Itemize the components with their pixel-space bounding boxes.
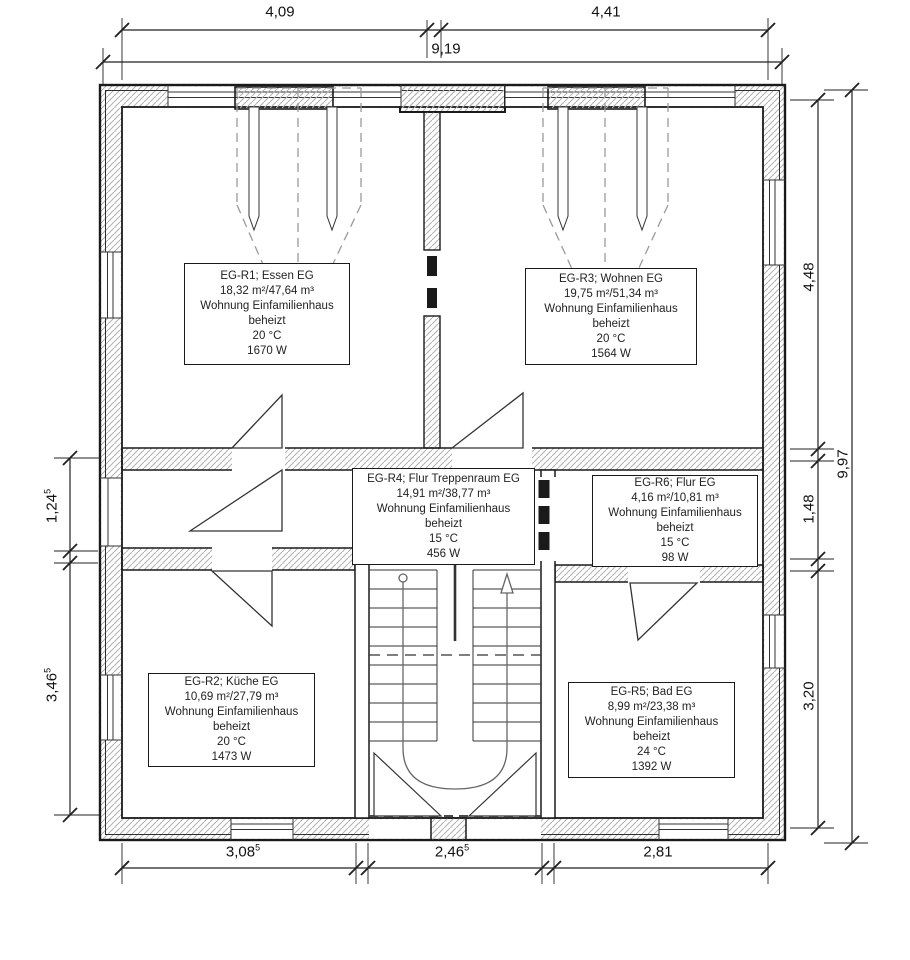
room-temperature: 15 °C (660, 537, 690, 549)
room-temperature: 24 °C (637, 746, 666, 758)
room-temperature: 15 °C (429, 532, 458, 545)
stair-bottom-left-triangle (374, 753, 441, 816)
room-area-volume: 4,16 m²/10,81 m³ (631, 492, 719, 504)
dim-left-upper: 1,24$^5$ (42, 488, 61, 524)
room-heat-load: 1564 W (591, 347, 631, 360)
dim-top-right: 4,41 (591, 3, 621, 21)
staircase (369, 557, 541, 816)
room-area-volume: 14,91 m²/38,77 m³ (396, 487, 491, 500)
room-temperature: 20 °C (252, 330, 282, 342)
room-name: EG-R1; Essen EG (220, 270, 314, 282)
room-area-volume: 18,32 m²/47,64 m³ (220, 285, 314, 297)
room-name: EG-R5; Bad EG (610, 686, 693, 698)
room-area-volume: 8,99 m²/23,38 m³ (607, 701, 696, 713)
room-label-essen (184, 263, 350, 365)
room-heat-load: 1670 W (247, 345, 287, 357)
dim-top-total: 9,19 (431, 40, 461, 58)
stair-bottom-right-triangle (469, 753, 536, 816)
dim-right-total: 9,97 (834, 449, 852, 479)
room-building: Wohnung Einfamilienhaus (164, 706, 299, 718)
room-building: Wohnung Einfamilienhaus (544, 302, 678, 315)
room-heating-status: beheizt (632, 731, 671, 743)
room-heating-status: beheizt (248, 315, 286, 327)
room-heat-load: 98 W (661, 552, 689, 564)
room-heating-status: beheizt (592, 317, 630, 330)
room-heating-status: beheizt (656, 522, 694, 534)
room-heat-load: 1392 W (631, 761, 672, 773)
room-area-volume: 19,75 m²/51,34 m³ (564, 287, 658, 300)
stairwell-west-wall (355, 548, 369, 818)
dim-right-upper: 4,48 (800, 262, 818, 292)
room-name: EG-R3; Wohnen EG (559, 272, 663, 285)
dim-bottom-right: 2,81 (643, 843, 673, 861)
room-heating-status: beheizt (212, 721, 251, 733)
door-wohnen-upper (452, 393, 523, 448)
door-essen-upper (232, 395, 282, 448)
room-label-bad (568, 682, 735, 778)
dim-bottom-left: 3,08$^5$ (225, 842, 261, 861)
dim-left-lower: 3,46$^5$ (42, 667, 61, 703)
stair-direction-arrow (501, 574, 513, 593)
room-heat-load: 456 W (426, 547, 461, 560)
room-heat-load: 1473 W (211, 751, 252, 763)
dim-bottom-middle: 2,46$^5$ (434, 842, 470, 861)
room-label-flur-treppenraum (352, 468, 535, 565)
room-building: Wohnung Einfamilienhaus (376, 502, 511, 515)
room-area-volume: 10,69 m²/27,79 m³ (184, 691, 279, 703)
dim-top-left: 4,09 (265, 3, 295, 21)
room-heating-status: beheizt (424, 517, 463, 530)
room-name: EG-R6; Flur EG (634, 477, 716, 489)
room-name: EG-R4; Flur Treppenraum EG (367, 472, 520, 485)
door-essen-lower (190, 470, 282, 531)
room-label-flur (592, 475, 758, 567)
room-label-kueche (148, 673, 315, 767)
door-kueche (212, 571, 272, 626)
room-temperature: 20 °C (217, 736, 246, 748)
room-building: Wohnung Einfamilienhaus (200, 300, 334, 312)
room-name: EG-R2; Küche EG (184, 676, 279, 688)
dim-right-middle: 1,48 (800, 494, 818, 524)
door-bad (630, 583, 697, 640)
room-building: Wohnung Einfamilienhaus (608, 507, 742, 519)
room-building: Wohnung Einfamilienhaus (584, 716, 719, 728)
room-temperature: 20 °C (596, 332, 626, 345)
room-label-wohnen (525, 268, 697, 365)
dim-right-lower: 3,20 (800, 681, 818, 711)
